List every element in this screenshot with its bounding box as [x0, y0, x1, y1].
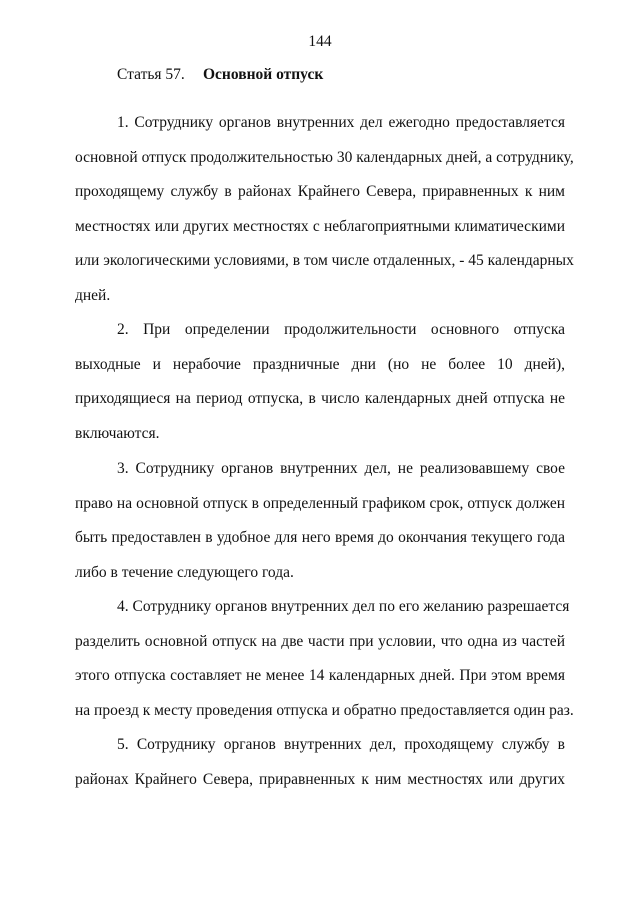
paragraph-5 [75, 728, 565, 797]
text-line: основной отпуск продолжительностью 30 календарных дней, а сотруднику, [75, 148, 574, 166]
text-line: местностях или других местностях с неблагоприятными климатическими [75, 217, 565, 235]
article-title: Основной отпуск [203, 66, 324, 83]
text-line: разделить основной отпуск на две части при условии, что одна из частей [75, 632, 565, 650]
text-line: этого отпуска составляет не менее 14 календарных дней. При этом время [75, 667, 565, 684]
text-line: включаются. [75, 424, 160, 442]
paragraph-3 [75, 452, 565, 590]
text-line: проходящему службу в районах Крайнего Севера, приравненных к ним [75, 183, 565, 200]
text-line: 3. Сотруднику органов внутренних дел, не реализовавшему свое [117, 460, 565, 477]
text-line: 5. Сотруднику органов внутренних дел, проходящему службу в [117, 736, 565, 753]
text-line: дней. [75, 286, 111, 304]
text-line: или экологическими условиями, в том числе отдаленных, - 45 календарных [75, 252, 574, 269]
text-line: выходные и нерабочие праздничные дни (но не более 10 дней), [75, 355, 565, 373]
article-heading [117, 66, 323, 84]
text-line: приходящиеся на период отпуска, в число календарных дней отпуска не [75, 390, 565, 407]
text-line: право на основной отпуск в определенный графиком срок, отпуск должен [75, 494, 565, 512]
paragraph-4 [75, 590, 574, 728]
text-line: 2. При определении продолжительности основного отпуска [117, 321, 565, 338]
article-number: Статья 57. [117, 66, 185, 83]
paragraph-2 [75, 313, 565, 451]
paragraph-1 [75, 106, 574, 313]
page-number: 144 [308, 33, 332, 50]
text-line: на проезд к месту проведения отпуска и обратно предоставляется один раз. [75, 701, 574, 719]
text-line: районах Крайнего Севера, приравненных к ним местностях или других [75, 770, 565, 788]
text-line: 1. Сотруднику органов внутренних дел ежегодно предоставляется [117, 114, 565, 131]
text-line: либо в течение следующего года. [75, 563, 294, 581]
text-line: быть предоставлен в удобное для него время до окончания текущего года [75, 529, 565, 546]
text-line: 4. Сотруднику органов внутренних дел по его желанию разрешается [117, 598, 570, 615]
